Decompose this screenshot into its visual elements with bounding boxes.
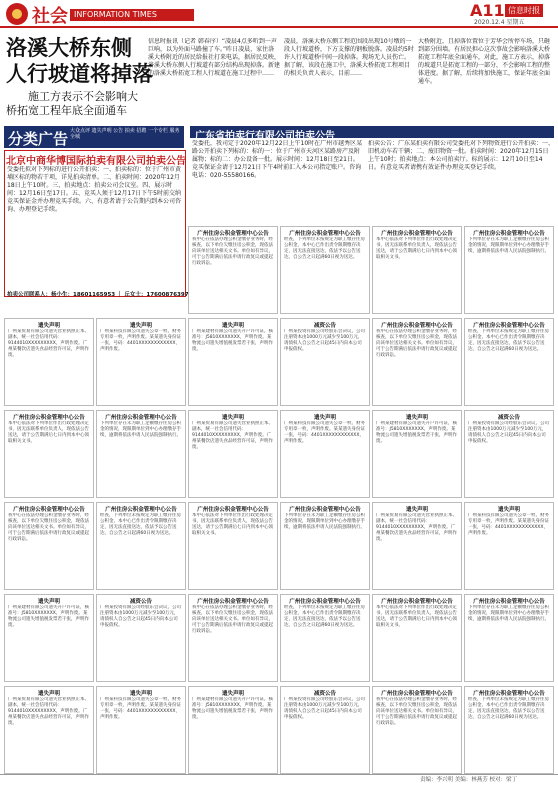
story-column-3: 大桥附近，且掉落位置位于芳华会所停车场，只砸到部分围墙。有居民担心这次事故会影响洛溪大桥拓宽工程年底全面通车，对此，施工方表示，掉落的坡道只是拓宽工程的一部分，不会影响工程的整体进度。据了解，后续将加快施工，保证年底全面通车。: [418, 38, 551, 85]
notice-cell: [372, 502, 462, 590]
notice-cell-title: 遗失声明: [497, 507, 520, 513]
notice-cell-body: 广州某建材有限公司遗失开户许可证，核准号：J5810XXXXXXX，声明作废。某物流公司遗失增值税发票若干张，声明作废。: [376, 421, 457, 444]
notice-cell-title: 广州住房公积金管理中心公告: [197, 231, 269, 237]
notice-cell-title: 广州住房公积金管理中心公告: [473, 231, 545, 237]
notice-cell-title: 广州住房公积金管理中心公告: [197, 599, 269, 605]
notice-cell-title: 遗失声明: [129, 691, 152, 697]
notice-cell: [464, 226, 554, 314]
story-column-1: 信息时报讯（记者 韩春序）“凌晨4点多听到一声巨响，以为外面马路撞了车。”昨日凌晨，家住洛溪大桥附近的居民给报社打来电话，据居民反映，洛溪大桥东侧人行坡道有部分结构出现掉落。新建的洛溪大桥拓宽工程人行坡道在施工过程中……: [148, 38, 280, 77]
notice-cell-body: 下列单位存在未为职工足额缴存住房公积金的情况，现限期单位到中心办理缴存手续，逾期将依法申请人民法院强制执行。: [284, 513, 365, 530]
notice-cell-body: 本中心依法对下列单位作出行政处理决定书，因无法联系单位负责人，现依法公告送达，请于公告期满后七日内到本中心领取相关文书。: [376, 237, 457, 260]
notice-cell: [464, 410, 554, 498]
notice-body-right: 拍卖公告：广东某拍卖有限公司受委托对下列物资进行公开拍卖：一、旧机动车若干辆；二、废旧物资一批。拍卖时间：2020年12月15日上午10时；拍卖地点：本公司拍卖厅。标的展示：12月10日至14日。有意竞买者请携有效证件办理竞买登记手续。: [368, 140, 554, 171]
notice-cell-title: 广州住房公积金管理中心公告: [197, 507, 269, 513]
notice-cell-body: 广州某科技有限公司遗失公章一枚、财务专用章一枚，声明作废。某某遗失身份证一张，号码：4401XXXXXXXXXXXX，声明作废。: [284, 421, 365, 444]
notice-cell-title: 广州住房公积金管理中心公告: [289, 599, 361, 605]
auction-notice-title: 北京中商华博国际拍卖有限公司拍卖公告: [6, 156, 186, 167]
notice-cell-body: 广州某贸易有限公司遗失营业执照正本、副本，统一社会信用代码：9144010XXXXXXXXX，声明作废。广州某餐饮店遗失食品经营许可证，声明作废。: [192, 421, 273, 450]
notice-cell-body: 广州某投资有限公司经股东会决议，公司注册资本由1000万元减少至100万元，请债权人自公告之日起45日内向本公司申报债权。: [284, 697, 365, 720]
notice-cell-title: 广州住房公积金管理中心公告: [381, 691, 453, 697]
notice-cell: [96, 318, 186, 406]
notice-cell-title: 遗失声明: [221, 415, 244, 421]
notice-cell-title: 遗失声明: [37, 599, 60, 605]
notice-cell: [188, 318, 278, 406]
notice-cell-body: 经查，下列单位未按规定为职工缴存住房公积金，本中心已作出责令限期缴存决定，因无法直接送达，依法予以公告送达，自公告之日起满60日视为送达。: [468, 697, 549, 720]
story-column-2: 凌晨，洛溪大桥东侧工程范围段出现10号墩的一段人行坡道桥，下方支撑的钢板脱落。凌晨约5时许人行坡道桥中间一段掉落。现场无人员伤亡。据了解，该段在施工中，洛溪大桥拓宽工程项目的相关负责人表示，目前……: [284, 38, 414, 77]
notice-cell-title: 广州住房公积金管理中心公告: [473, 691, 545, 697]
notice-cell-title: 广州住房公积金管理中心公告: [473, 599, 545, 605]
auction-contact: 拍卖公司联系人：杨小生：18601165953 ｜ 丘女士：17600876397: [7, 292, 189, 298]
notice-cell: [96, 686, 186, 774]
notice-cell: [372, 686, 462, 774]
headline-line2: 人行坡道将掉落: [6, 62, 153, 86]
notice-cell-title: 广州住房公积金管理中心公告: [381, 231, 453, 237]
notice-header-title: 广东省拍卖行有限公司拍卖公告: [195, 131, 335, 142]
notice-cell: [4, 502, 94, 590]
notice-cell-title: 减资公告: [313, 691, 336, 697]
notice-cell-body: 我中心在依法办理公积金缴存业务时，经核查，以下单位欠缴住房公积金，现依法向该单位送达相关文书。单位如有异议，可于公告期满后依法申请行政复议或提起行政诉讼。: [376, 697, 457, 726]
classified-tagline: 大众点评 遗失声明 公告 拍卖 招聘 一个专栏 服务全城: [70, 128, 180, 140]
notice-cell-body: 广州某科技有限公司遗失公章一枚、财务专用章一枚，声明作废。某某遗失身份证一张，号码：4401XXXXXXXXXXXX，声明作废。: [100, 697, 181, 720]
classified-label: 分类广告: [8, 130, 69, 148]
notice-cell-body: 广州某投资有限公司经股东会决议，公司注册资本由1000万元减少至100万元，请债权人自公告之日起45日内向本公司申报债权。: [100, 605, 181, 628]
notice-cell: [280, 410, 370, 498]
newspaper-logo: [6, 3, 28, 25]
page-number: A11: [470, 1, 505, 20]
notice-cell: [188, 594, 278, 682]
notice-cell: [188, 686, 278, 774]
notice-cell-title: 遗失声明: [313, 415, 336, 421]
notice-cell: [464, 502, 554, 590]
notice-cell-body: 我中心在依法办理公积金缴存业务时，经核查，以下单位欠缴住房公积金，现依法向该单位送达相关文书。单位如有异议，可于公告期满后依法申请行政复议或提起行政诉讼。: [376, 329, 457, 358]
notice-cell: [372, 410, 462, 498]
notice-cell-body: 广州某贸易有限公司遗失营业执照正本、副本，统一社会信用代码：9144010XXXXXXXXX，声明作废。广州某餐饮店遗失食品经营许可证，声明作废。: [8, 697, 89, 726]
notice-cell: [464, 686, 554, 774]
notice-cell-title: 广州住房公积金管理中心公告: [381, 599, 453, 605]
notice-cell-body: 经查，下列单位未按规定为职工缴存住房公积金，本中心已作出责令限期缴存决定，因无法直接送达，依法予以公告送达，自公告之日起满60日视为送达。: [100, 513, 181, 536]
notice-cell: [464, 594, 554, 682]
notice-cell: [372, 318, 462, 406]
notice-cell-title: 减资公告: [313, 323, 336, 329]
notice-cell: [372, 594, 462, 682]
notice-cell-body: 下列单位存在未为职工足额缴存住房公积金的情况，现限期单位到中心办理缴存手续，逾期将依法申请人民法院强制执行。: [468, 237, 549, 254]
notice-cell-title: 遗失声明: [405, 507, 428, 513]
notice-cell-body: 我中心在依法办理公积金缴存业务时，经核查，以下单位欠缴住房公积金，现依法向该单位送达相关文书。单位如有异议，可于公告期满后依法申请行政复议或提起行政诉讼。: [192, 237, 273, 266]
notice-cell-title: 广州住房公积金管理中心公告: [105, 415, 177, 421]
notice-cell-title: 遗失声明: [221, 691, 244, 697]
brand-badge: 信息时报: [505, 4, 543, 17]
notice-cell-body: 广州某科技有限公司遗失公章一枚、财务专用章一枚，声明作废。某某遗失身份证一张，号码：4401XXXXXXXXXXXX，声明作废。: [100, 329, 181, 352]
notice-cell: [280, 502, 370, 590]
editor-credits: 责编：李兴明 美编：林燕芳 校对：梁丁: [420, 777, 517, 783]
notice-cell-title: 广州住房公积金管理中心公告: [105, 507, 177, 513]
issue-date: 2020.12.4 星期五: [474, 19, 525, 26]
notice-cell-body: 广州某投资有限公司经股东会决议，公司注册资本由1000万元减少至100万元，请债权人自公告之日起45日内向本公司申报债权。: [284, 329, 365, 352]
notice-body-left: 受委托，我司定于2020年12月22日上午10时在广州市越秀区某路公开拍卖下列标的：标的一：位于广州市天河区某路房产及附属物；标的二：办公设备一批。展示时间：12月18日至21日。竞买保证金请于12月21日下午4时前汇入本公司指定账户。咨询电话：020-55580166。: [192, 140, 363, 179]
notice-cell: [372, 226, 462, 314]
notice-cell-title: 减资公告: [497, 415, 520, 421]
notice-cell: [464, 318, 554, 406]
notice-cell-body: 广州某建材有限公司遗失开户许可证，核准号：J5810XXXXXXX，声明作废。某物流公司遗失增值税发票若干张，声明作废。: [192, 697, 273, 720]
notice-cell-body: 广州某贸易有限公司遗失营业执照正本、副本，统一社会信用代码：9144010XXXXXXXXX，声明作废。广州某餐饮店遗失食品经营许可证，声明作废。: [376, 513, 457, 542]
notice-cell: [96, 410, 186, 498]
notice-cell: [280, 318, 370, 406]
notice-cell: [96, 594, 186, 682]
notice-cell-title: 广州住房公积金管理中心公告: [289, 507, 361, 513]
notice-cell-title: 广州住房公积金管理中心公告: [289, 231, 361, 237]
notice-cell: [188, 226, 278, 314]
notice-cell-body: 本中心依法对下列单位作出行政处理决定书，因无法联系单位负责人，现依法公告送达，请于公告期满后七日内到本中心领取相关文书。: [376, 605, 457, 628]
notice-cell-body: 广州某科技有限公司遗失公章一枚、财务专用章一枚，声明作废。某某遗失身份证一张，号码：4401XXXXXXXXXXXX，声明作废。: [468, 513, 549, 536]
notice-cell: [188, 502, 278, 590]
notice-cell-body: 本中心依法对下列单位作出行政处理决定书，因无法联系单位负责人，现依法公告送达，请于公告期满后七日内到本中心领取相关文书。: [192, 513, 273, 536]
notice-cell-title: 广州住房公积金管理中心公告: [473, 323, 545, 329]
notice-cell-body: 经查，下列单位未按规定为职工缴存住房公积金，本中心已作出责令限期缴存决定，因无法直接送达，依法予以公告送达，自公告之日起满60日视为送达。: [284, 605, 365, 628]
notice-cell-body: 广州某建材有限公司遗失开户许可证，核准号：J5810XXXXXXX，声明作废。某物流公司遗失增值税发票若干张，声明作废。: [192, 329, 273, 352]
notice-cell-body: 下列单位存在未为职工足额缴存住房公积金的情况，现限期单位到中心办理缴存手续，逾期将依法申请人民法院强制执行。: [100, 421, 181, 438]
notice-cell: [280, 226, 370, 314]
notice-cell: [4, 594, 94, 682]
notice-cell-title: 广州住房公积金管理中心公告: [13, 507, 85, 513]
section-title: 社会: [32, 6, 68, 27]
notice-cell-body: 广州某贸易有限公司遗失营业执照正本、副本，统一社会信用代码：9144010XXXXXXXXX，声明作废。广州某餐饮店遗失食品经营许可证，声明作废。: [8, 329, 89, 358]
notice-cell: [280, 686, 370, 774]
notice-cell-body: 我中心在依法办理公积金缴存业务时，经核查，以下单位欠缴住房公积金，现依法向该单位送达相关文书。单位如有异议，可于公告期满后依法申请行政复议或提起行政诉讼。: [8, 513, 89, 542]
notice-cell-title: 广州住房公积金管理中心公告: [381, 323, 453, 329]
notice-cell-title: 遗失声明: [405, 415, 428, 421]
auction-notice-body: 受委托拟对下列标的进行公开拍卖：一、拍卖标的：位于广州市黄埔区标的物若干项，详见拍卖清单。二、拍卖时间：2020年12月18日上午10时。三、拍卖地点：拍卖公司会议室。四、展示时间：12月16日至17日。五、竞买人须于12月17日下午5时前交纳竞买保证金并办理竞买手续。六、有意者请于公告期内到本公司咨询、办理登记手续。: [7, 166, 182, 213]
notice-cell-body: 经查，下列单位未按规定为职工缴存住房公积金，本中心已作出责令限期缴存决定，因无法直接送达，依法予以公告送达，自公告之日起满60日视为送达。: [284, 237, 365, 260]
notice-cell-title: 广州住房公积金管理中心公告: [13, 415, 85, 421]
notice-cell-body: 下列单位存在未为职工足额缴存住房公积金的情况，现限期单位到中心办理缴存手续，逾期将依法申请人民法院强制执行。: [468, 605, 549, 622]
notice-cell-body: 本中心依法对下列单位作出行政处理决定书，因无法联系单位负责人，现依法公告送达，请于公告期满后七日内到本中心领取相关文书。: [8, 421, 89, 444]
notice-cell-body: 经查，下列单位未按规定为职工缴存住房公积金，本中心已作出责令限期缴存决定，因无法直接送达，依法予以公告送达，自公告之日起满60日视为送达。: [468, 329, 549, 352]
notice-cell: [188, 410, 278, 498]
subheadline-line2: 桥拓宽工程年底全面通车: [6, 104, 127, 117]
notice-cell: [4, 410, 94, 498]
section-english: INFORMATION TIMES: [70, 9, 194, 21]
notice-cell-title: 遗失声明: [221, 323, 244, 329]
notice-cell: [96, 502, 186, 590]
notice-cell-title: 遗失声明: [37, 691, 60, 697]
notice-cell-body: 广州某建材有限公司遗失开户许可证，核准号：J5810XXXXXXX，声明作废。某物流公司遗失增值税发票若干张，声明作废。: [8, 605, 89, 628]
subheadline-line1: 施工方表示不会影响大: [28, 90, 138, 103]
notice-cell: [4, 686, 94, 774]
headline-line1: 洛溪大桥东侧: [6, 36, 132, 60]
notice-cell-title: 减资公告: [129, 599, 152, 605]
notice-cell: [280, 594, 370, 682]
notice-cell-body: 广州某投资有限公司经股东会决议，公司注册资本由1000万元减少至100万元，请债权人自公告之日起45日内向本公司申报债权。: [468, 421, 549, 444]
notice-cell: [4, 318, 94, 406]
notice-cell-title: 遗失声明: [129, 323, 152, 329]
notice-cell-body: 我中心在依法办理公积金缴存业务时，经核查，以下单位欠缴住房公积金，现依法向该单位送达相关文书。单位如有异议，可于公告期满后依法申请行政复议或提起行政诉讼。: [192, 605, 273, 634]
notice-cell-title: 遗失声明: [37, 323, 60, 329]
